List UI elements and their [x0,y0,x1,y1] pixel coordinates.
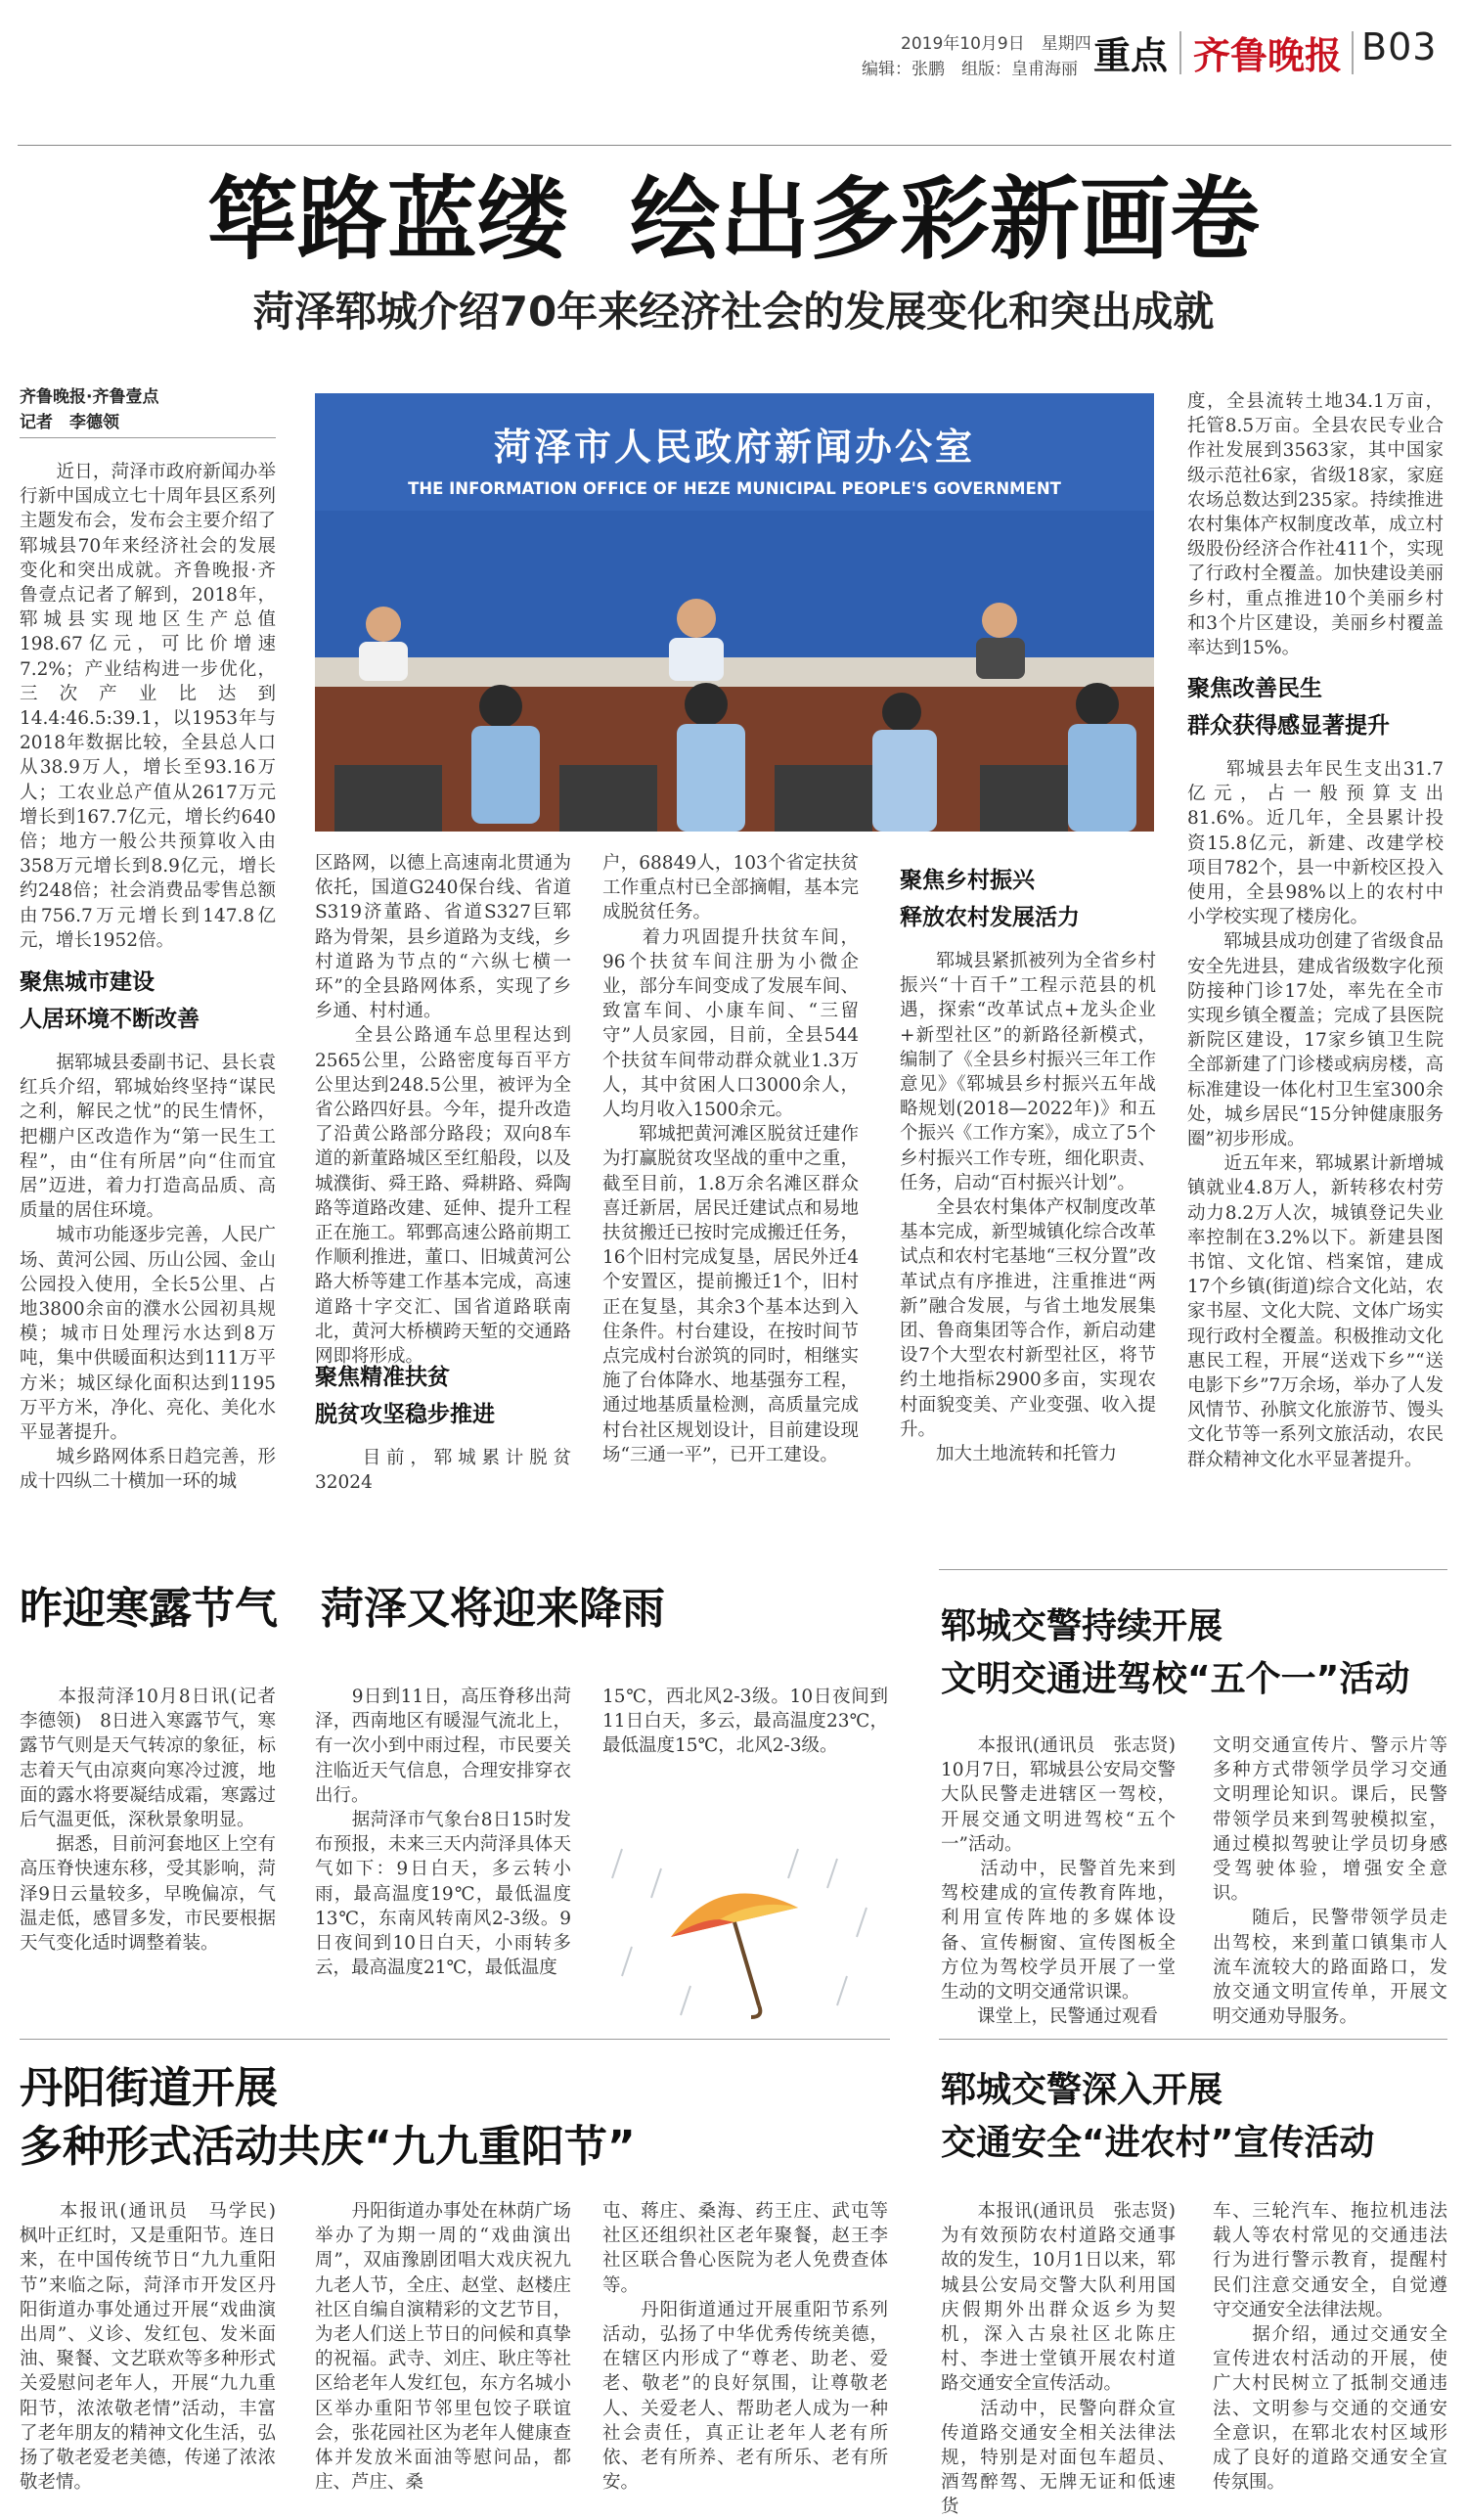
lead-col2-a: 区路网，以德上高速南北贯通为依托，国道G240保台线、省道S319济董路、省道S327巨郓路为骨架，县乡道路为支线，乡村道路为节点的“六纵七横一环”的全县路网体系，实现了乡乡通、村村通。 全县公路通车总里程达到2565公里，公路密度每百平方公里达到248.5公里，被评为全省公路四好县。今年，提升改造了沿黄公路部分路段；双向8车道的新董路城区至红船段，以及城濮街、舜王路、舜耕路、舜陶路等道路改建、延伸、提升工程正在施工。郓鄄高速公路前期工作顺利推进，董口、旧城黄河公路大桥等建工作基本完成，高速道路十字交汇、国省道路联南北，黄河大桥横跨天堑的交通路网即将形成。 [315,853,571,1368]
lead-col1-rest: 据郓城县委副书记、县长袁红兵介绍，郓城始终坚持“谋民之利，解民之忧”的民生情怀，把棚户区改造作为“第一民生工程”，由“住有所居”向“住而宜居”迈进，着力打造高品质、高质量的居住环境。 城市功能逐步完善，人民广场、黄河公园、历山公园、金山公园投入使用，全长5公里、占地3800余亩的濮水公园初具规模；城市日处理污水达到8万吨，集中供暖面积达到111万平方米；城区绿化面积达到1195万平方米，净化、亮化、美化水平显著提升。 城乡路网体系日趋完善，形成十四纵二十横加一环的城 [20,1053,276,1493]
lead-subheadline: 菏泽郓城介绍70年来经济社会的发展变化和突出成就 [252,288,1215,336]
festival-headline-1: 丹阳街道开展 [20,2063,278,2113]
lead-headline: 筚路蓝缕 绘出多彩新画卷 [206,167,1261,272]
photo-banner-en: THE INFORMATION OFFICE OF HEZE MUNICIPAL PEOPLE'S GOVERNMENT [408,479,1061,498]
traffic1-headline-1: 郓城交警持续开展 [941,1606,1223,1646]
festival-top-rule [20,2039,890,2040]
traffic2-col2: 车、三轮汽车、拖拉机违法载人等农村常见的交通违法行为进行警示教育，提醒村民们注意交通安全，自觉遵守交通安全法律法规。 据介绍，通过交通安全宣传进农村活动的开展，使广大村民树立了抵制交通违法、文明参与交通的交通安全意识，在郓北农村区域形成了良好的道路交通安全宣传氛围。 [1213,2201,1447,2494]
lead-col5-a: 度，全县流转土地34.1万亩，托管8.5万亩。全县农民专业合作社发展到3563家，其中国家级示范社6家，省级18家，家庭农场总数达到235家。持续推进农村集体产权制度改革，成立村级股份经济合作社411个，实现了行政村全覆盖。加快建设美丽乡村，重点推进10个美丽乡村和3个片区建设，美丽乡村覆盖率达到15%。 [1187,391,1444,659]
lead-sub4-a: 聚焦改善民生 [1187,676,1322,701]
festival-col2: 丹阳街道办事处在林荫广场举办了为期一周的“戏曲演出周”，双庙豫剧团唱大戏庆祝九九老人节，全庄、赵堂、赵楼庄社区自编自演精彩的文艺节目，为老人们送上节日的问候和真挚的祝福。武寺、刘庄、耿庄等社区给老年人发红包，东方名城小区举办重阳节邻里包饺子联谊会，张花园社区为老年人健康查体并发放米面油等慰问品，都庄、芦庄、桑 [315,2201,571,2494]
umbrella-icon [602,1839,888,2025]
traffic1-col1: 本报讯(通讯员 张志贤) 10月7日，郓城县公安局交警大队民警走进辖区一驾校，开展交通文明进驾校“五个一”活动。 活动中，民警首先来到驾校建成的宣传教育阵地，利用宣传阵地的多媒体设备、宣传橱窗、宣传图板全方位为驾校学员开展了一堂生动的文明交通常识课。 课堂上，民警通过观看 [941,1735,1176,2028]
paper-logo: 齐鲁晚报 [1193,33,1343,77]
traffic1-headline-2: 文明交通进驾校“五个一”活动 [941,1659,1410,1699]
section-label: 重点 [1093,34,1169,77]
header-divider-1 [1179,31,1181,74]
traffic1-col2: 文明交通宣传片、警示片等多种方式带领学员学习交通文明理论知识。课后，民警带领学员来到驾驶模拟室，通过模拟驾驶让学员切身感受驾驶体验，增强安全意识。 随后，民警带领学员走出驾校，来到董口镇集市人流车流较大的路面路口，发放交通文明宣传单，开展文明交通劝导服务。 [1213,1735,1447,2028]
lead-sub1-a: 聚焦城市建设 [20,969,155,995]
lead-sub3-b: 释放农村发展活力 [900,905,1080,930]
lead-sub4-b: 群众获得感显著提升 [1187,713,1390,739]
festival-headline-2: 多种形式活动共庆“九九重阳节” [20,2122,636,2172]
page-number: B03 [1361,25,1438,68]
lead-sub2-b: 脱贫攻坚稳步推进 [315,1402,495,1427]
traffic2-headline-2: 交通安全“进农村”宣传活动 [941,2123,1375,2163]
weather-headline: 昨迎寒露节气 菏泽又将迎来降雨 [20,1584,665,1634]
weather-col2: 9日到11日，高压脊移出菏泽，西南地区有暖湿气流北上，有一次小到中雨过程，市民要关注临近天气信息，合理安排穿衣出行。 据菏泽市气象台8日15时发布预报，未来三天内菏泽具体天气如下：9日白天，多云转小雨，最高温度19℃，最低温度13℃，东南风转南风2-3级。9日夜间到10日白天，小雨转多云，最高温度21℃，最低温度 [315,1687,571,1979]
lead-reporter: 记者 李德领 [20,413,119,432]
lead-sub3-a: 聚焦乡村振兴 [900,868,1035,893]
byline-rule [20,437,276,438]
traffic2-col1: 本报讯(通讯员 张志贤) 为有效预防农村道路交通事故的发生，10月1日以来，郓城县公安局交警大队利用国庆假期外出群众返乡为契机，深入古泉社区北陈庄村、李进士堂镇开展农村道路交通安全宣传活动。 活动中，民警向群众宣传道路交通安全相关法律法规，特别是对面包车超员、酒驾醉驾、无牌无证和低速货 [941,2201,1176,2518]
header-date: 2019年10月9日 星期四 [901,34,1091,54]
weather-col3: 15℃，西北风2-3级。10日夜间到11日白天，多云，最高温度23℃，最低温度15℃，北风2-3级。 [602,1687,888,1757]
lead-source: 齐鲁晚报·齐鲁壹点 [20,387,159,407]
umbrella-illustration [602,1839,888,2025]
lead-sub2-a: 聚焦精准扶贫 [315,1365,450,1390]
lead-sub1-b: 人居环境不断改善 [20,1007,200,1032]
lead-col5-b: 郓城县去年民生支出31.7亿元，占一般预算支出81.6%。近几年，全县累计投资15.8亿元，新建、改建学校项目782个，县一中新校区投入使用，全县98%以上的农村中小学校实现了楼房化。 郓城县成功创建了省级食品安全先进县，建成省级数字化预防接种门诊17处，率先在全市实现乡镇全覆盖；完成了县医院新院区建设，17家乡镇卫生院全部新建了门诊楼或病房楼，高标准建设一体化村卫生室300余处，城乡居民“15分钟健康服务圈”初步形成。 近五年来，郓城累计新增城镇就业4.8万人，新转移农村劳动力8.2万人次，城镇登记失业率控制在3.2%以下。新建县图书馆、文化馆、档案馆，建成17个乡镇(街道)综合文化站，农家书屋、文化大院、文体广场实现行政村全覆盖。积极推动文化惠民工程，开展“送戏下乡”“送电影下乡”7万余场，举办了人发风情节、孙膑文化旅游节、馒头文化节等一系列文旅活动，农民群众精神文化水平显著提升。 [1187,759,1444,1470]
weather-col1: 本报菏泽10月8日讯(记者 李德领) 8日进入寒露节气，寒露节气则是天气转凉的象征，标志着天气由凉爽向寒冷过渡，地面的露水将要凝结成霜，寒露过后气温更低，深秋景象明显。 据悉，目前河套地区上空有高压脊快速东移，受其影响，菏泽9日云量较多，早晚偏凉，气温走低，感冒多发，市民要根据天气变化适时调整着装。 [20,1687,276,1955]
weather-top-rule [939,1569,1447,1570]
header-rule [18,145,1451,146]
lead-col1-intro: 近日，菏泽市政府新闻办举行新中国成立七十周年县区系列主题发布会，发布会主要介绍了郓城县70年来经济社会的发展变化和突出成就。齐鲁晚报·齐鲁壹点记者了解到，2018年，郓城县实现地区生产总值198.67亿元，可比价增速7.2%；产业结构进一步优化，三次产业比达到14.4:46.5:39.1，以1953年与2018年数据比较，全县总人口从38.9万人，增长至93.16万人；工农业总产值从2617万元增长到167.7亿元，增长约640倍；地方一般公共预算收入由358万元增长到8.9亿元，增长约248倍；社会消费品零售总额由756.7万元增长到147.8亿元，增长1952倍。 [20,462,276,951]
photo-banner-cn: 菏泽市人民政府新闻办公室 [493,426,975,469]
lead-col4: 郓城县紧抓被列为全省乡村振兴“十百千”工程示范县的机遇，探索“改革试点+龙头企业+新型社区”的新路径新模式，编制了《全县乡村振兴三年工作意见》《郓城县乡村振兴五年战略规划(2018—2022年)》和五个振兴《工作方案》，成立了5个乡村振兴工作专班，细化职责、任务，启动“百村振兴计划”。 全县农村集体产权制度改革基本完成，新型城镇化综合改革试点和农村宅基地“三权分置”改革试点有序推进，注重推进“两新”融合发展，与省土地发展集团、鲁商集团等合作，新启动建设7个大型农村新型社区，将节约土地指标2900多亩，实现农村面貌变美、产业变强、收入提升。 加大土地流转和托管力 [900,951,1156,1465]
festival-col3: 屯、蒋庄、桑海、药王庄、武屯等社区还组织社区老年聚餐，赵王李社区联合鲁心医院为老人免费查体等。 丹阳街道通过开展重阳节系列活动，弘扬了中华优秀传统美德，在辖区内形成了“尊老、助老、爱老、敬老”的良好氛围，让尊敬老人、关爱老人、帮助老人成为一种社会责任，真正让老年人老有所依、老有所养、老有所乐、老有所安。 [602,2201,888,2494]
press-conference-photo [315,393,1154,832]
traffic2-top-rule [939,2039,1447,2040]
lead-col2-b: 目前，郓城累计脱贫32024 [315,1448,571,1494]
lead-col3: 户，68849人，103个省定扶贫工作重点村已全部摘帽，基本完成脱贫任务。 着力巩固提升扶贫车间，96个扶贫车间注册为小微企业，部分车间变成了发展车间、致富车间、小康车间、“三留守”人员家园，目前，全县544个扶贫车间带动群众就业1.3万人，其中贫困人口3000余人，人均月收入1500余元。 郓城把黄河滩区脱贫迁建作为打赢脱贫攻坚战的重中之重，截至目前，1.8万余名滩区群众喜迁新居，居民迁建试点和易地扶贫搬迁已按时完成搬迁任务，16个旧村完成复垦，居民外迁4个安置区，提前搬迁1个，旧村正在复垦，其余3个基本达到入住条件。村台建设，在按时间节点完成村台淤筑的同时，相继实施了台体降水、地基强夯工程，通过地基质量检测，高质量完成村台社区规划设计，目前建设现场“三通一平”，已开工建设。 [602,853,859,1465]
festival-col1: 本报讯(通讯员 马学民) 枫叶正红时，又是重阳节。连日来，在中国传统节日“九九重阳节”来临之际，菏泽市开发区丹阳街道办事处通过开展“戏曲演出周”、义诊、发红包、发米面油、聚餐、文艺联欢等多种形式关爱慰问老年人，开展“九九重阳节，浓浓敬老情”活动，丰富了老年朋友的精神文化生活，弘扬了敬老爱老美德，传递了浓浓敬老情。 [20,2201,294,2494]
header-divider-2 [1352,31,1354,74]
traffic2-headline-1: 郓城交警深入开展 [941,2070,1223,2110]
header-editor: 编辑：张鹏 组版：皇甫海丽 [862,60,1078,79]
